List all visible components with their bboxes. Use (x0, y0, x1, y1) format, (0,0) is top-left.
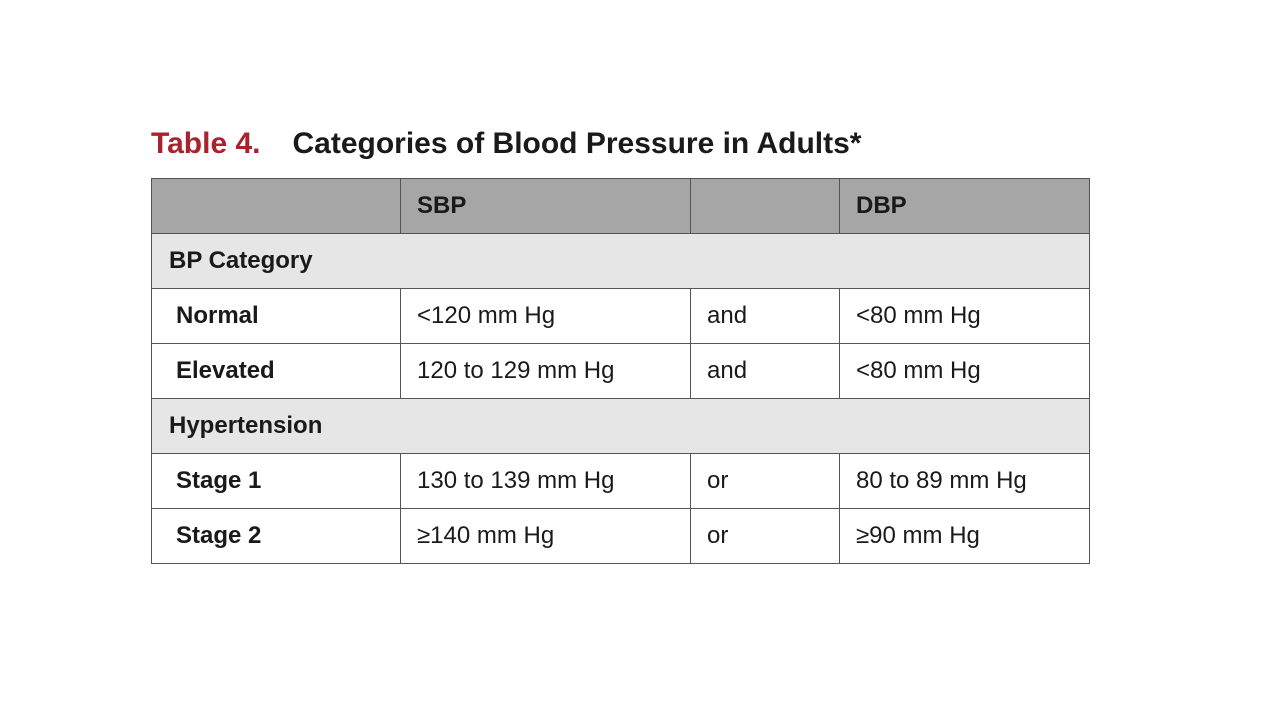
connector-cell: and (691, 344, 840, 399)
header-row (152, 179, 1090, 234)
section-row-bp-category (152, 234, 1090, 289)
section-row-hypertension (152, 399, 1090, 454)
category-cell: Normal (152, 289, 401, 344)
category-cell: Stage 2 (152, 509, 401, 564)
section-title: Hypertension (152, 399, 1090, 454)
dbp-cell: 80 to 89 mm Hg (840, 454, 1090, 509)
table-title: Categories of Blood Pressure in Adults* (292, 127, 862, 160)
table-row (152, 454, 1090, 509)
sbp-cell: ≥140 mm Hg (401, 509, 691, 564)
category-cell: Stage 1 (152, 454, 401, 509)
header-cell-dbp: DBP (840, 179, 1090, 234)
table-row (152, 289, 1090, 344)
connector-cell: or (691, 509, 840, 564)
sbp-cell: 130 to 139 mm Hg (401, 454, 691, 509)
table-row (152, 344, 1090, 399)
dbp-cell: <80 mm Hg (840, 289, 1090, 344)
dbp-cell: ≥90 mm Hg (840, 509, 1090, 564)
table-number: Table 4. (151, 127, 261, 160)
dbp-cell: <80 mm Hg (840, 344, 1090, 399)
connector-cell: or (691, 454, 840, 509)
header-cell-sbp: SBP (401, 179, 691, 234)
sbp-cell: 120 to 129 mm Hg (401, 344, 691, 399)
table-row (152, 509, 1090, 564)
connector-cell: and (691, 289, 840, 344)
sbp-cell: <120 mm Hg (401, 289, 691, 344)
blood-pressure-table (151, 178, 1090, 564)
table-caption (151, 124, 861, 164)
section-title: BP Category (152, 234, 1090, 289)
category-cell: Elevated (152, 344, 401, 399)
header-cell-blank (152, 179, 401, 234)
header-cell-connector (691, 179, 840, 234)
